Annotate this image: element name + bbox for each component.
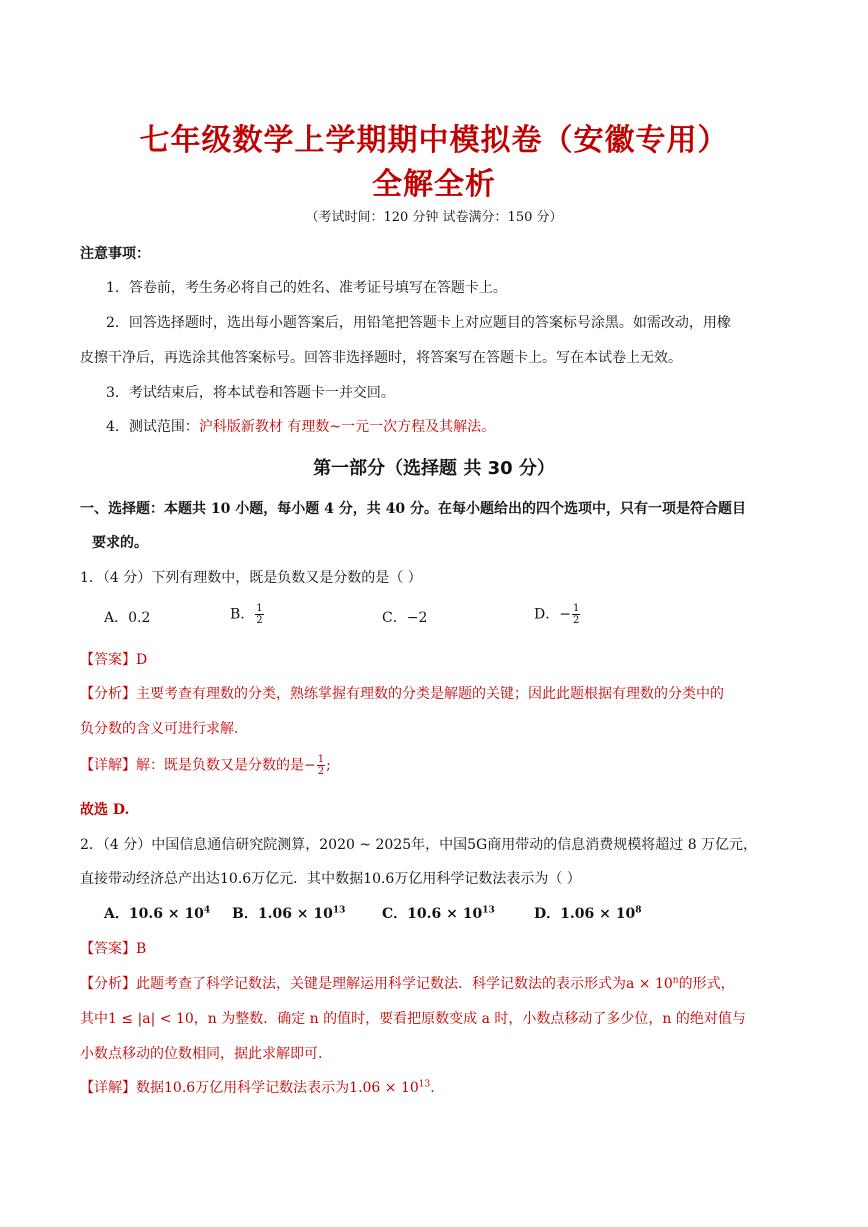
option-base: B．1.06 × 10 [232,906,333,922]
q2-option-a [104,903,210,923]
q2-option-b [232,903,345,923]
q1-option-d [534,603,581,626]
q2-answer [80,938,146,958]
option-exponent: 8 [635,905,642,916]
detail-text: 解：既是负数又是分数的是− [136,757,316,774]
q1-option-c: C．−2 [382,610,428,626]
fraction-denominator: 2 [256,615,263,626]
q2-analysis-b: 其中1 ≤ |a| < 10，n 为整数．确定 n 的值时，要看把原数变成 a 时，小数点移动了多少位，n 的绝对值与 [80,1011,746,1027]
notes-heading: 注意事项： [80,246,150,262]
note-item-4-prefix: 4．测试范围： [106,419,199,435]
note-item-1: 1．答卷前，考生务必将自己的姓名、准考证号填写在答题卡上。 [106,280,507,296]
analysis-exponent: n [672,975,679,986]
answer-tag: 【答案】 [80,941,136,957]
analysis-text: 此题考查了科学记数法，关键是理解运用科学记数法．科学记数法的表示形式为a × 10 [136,976,673,992]
fraction-numerator: 1 [256,603,263,614]
detail-text: 数据10.6万亿用科学记数法表示为1.06 × 10 [136,1080,419,1096]
note-item-2b: 皮擦干净后，再选涂其他答案标号。回答非选择题时，将答案写在答题卡上。写在本试卷上无效。 [80,350,682,366]
note-item-4-range: 沪科版新教材 有理数~一元一次方程及其解法。 [198,419,496,435]
q1-option-a: A．0.2 [104,610,151,626]
fraction-denominator: 2 [317,766,325,777]
q1-detail [80,754,331,777]
option-base: A．10.6 × 10 [104,906,204,922]
title-line1: 七年级数学上学期期中模拟卷（安徽专用） [139,123,729,158]
detail-end: ; [326,757,331,774]
option-base: D．1.06 × 10 [534,906,636,922]
analysis-text: 主要考查有理数的分类，熟练掌握有理数的分类是解题的关键；因此此题根据有理数的分类中的 [136,686,724,702]
answer-value: B [136,941,147,957]
part1-heading: 第一部分（选择题 共 30 分） [313,458,555,479]
q1-analysis-a [80,683,724,703]
detail-exponent: 13 [418,1079,431,1090]
option-exponent: 4 [203,905,211,916]
analysis-tag: 【分析】 [80,686,136,702]
q2-stem-a: 2．（4 分）中国信息通信研究院测算，2020 ~ 2025年，中国5G商用带动的信息消费规模将超过 8 万亿元， [80,837,758,853]
q2-analysis-c: 小数点移动的位数相同，据此求解即可. [80,1046,323,1062]
answer-value: D [136,652,148,668]
note-item-2a: 2．回答选择题时，选出每小题答案后，用铅笔把答题卡上对应题目的答案标号涂黑。如需改动，用橡 [106,315,731,331]
exam-info: （考试时间：120 分钟 试卷满分：150 分） [305,210,563,225]
note-item-3: 3．考试结束后，将本试卷和答题卡一并交回。 [106,385,395,401]
option-exponent: 13 [332,905,346,916]
detail-end: . [430,1080,435,1096]
analysis-tag: 【分析】 [80,976,136,992]
note-item-4 [106,416,495,436]
q2-detail [80,1077,435,1097]
option-exponent: 13 [482,905,495,916]
title-line2: 全解全析 [372,167,496,202]
q1-answer [80,649,147,669]
detail-tag: 【详解】 [80,757,136,774]
part1-instructions-b: 要求的。 [92,535,148,551]
q1-option-b-label: B． [230,606,255,623]
q1-detail-fraction [317,754,325,777]
fraction-denominator: 2 [572,615,580,626]
q2-option-c [382,903,495,923]
q1-option-d-label: D．− [534,606,571,623]
q1-option-d-fraction [572,603,580,626]
detail-tag: 【详解】 [80,1080,136,1096]
q2-stem-b: 直接带动经济总产出达10.6万亿元．其中数据10.6万亿用科学记数法表示为（ ） [80,871,581,887]
q1-option-b-fraction [255,603,263,626]
q1-analysis-b: 负分数的含义可进行求解. [80,721,239,737]
answer-tag: 【答案】 [80,652,136,668]
fraction-numerator: 1 [317,754,325,765]
q2-analysis-a [80,973,735,993]
q1-stem: 1．（4 分）下列有理数中，既是负数又是分数的是（ ） [80,570,422,586]
part1-instructions-a: 一、选择题：本题共 10 小题，每小题 4 分，共 40 分。在每小题给出的四个选项中，只有一项是符合题目 [80,501,746,517]
fraction-numerator: 1 [572,603,580,614]
q1-option-b [230,603,265,626]
q1-conclusion: 故选 D. [80,802,130,818]
option-base: C．10.6 × 10 [382,906,483,922]
analysis-end: 的形式， [678,976,735,992]
q2-option-d [534,903,641,923]
